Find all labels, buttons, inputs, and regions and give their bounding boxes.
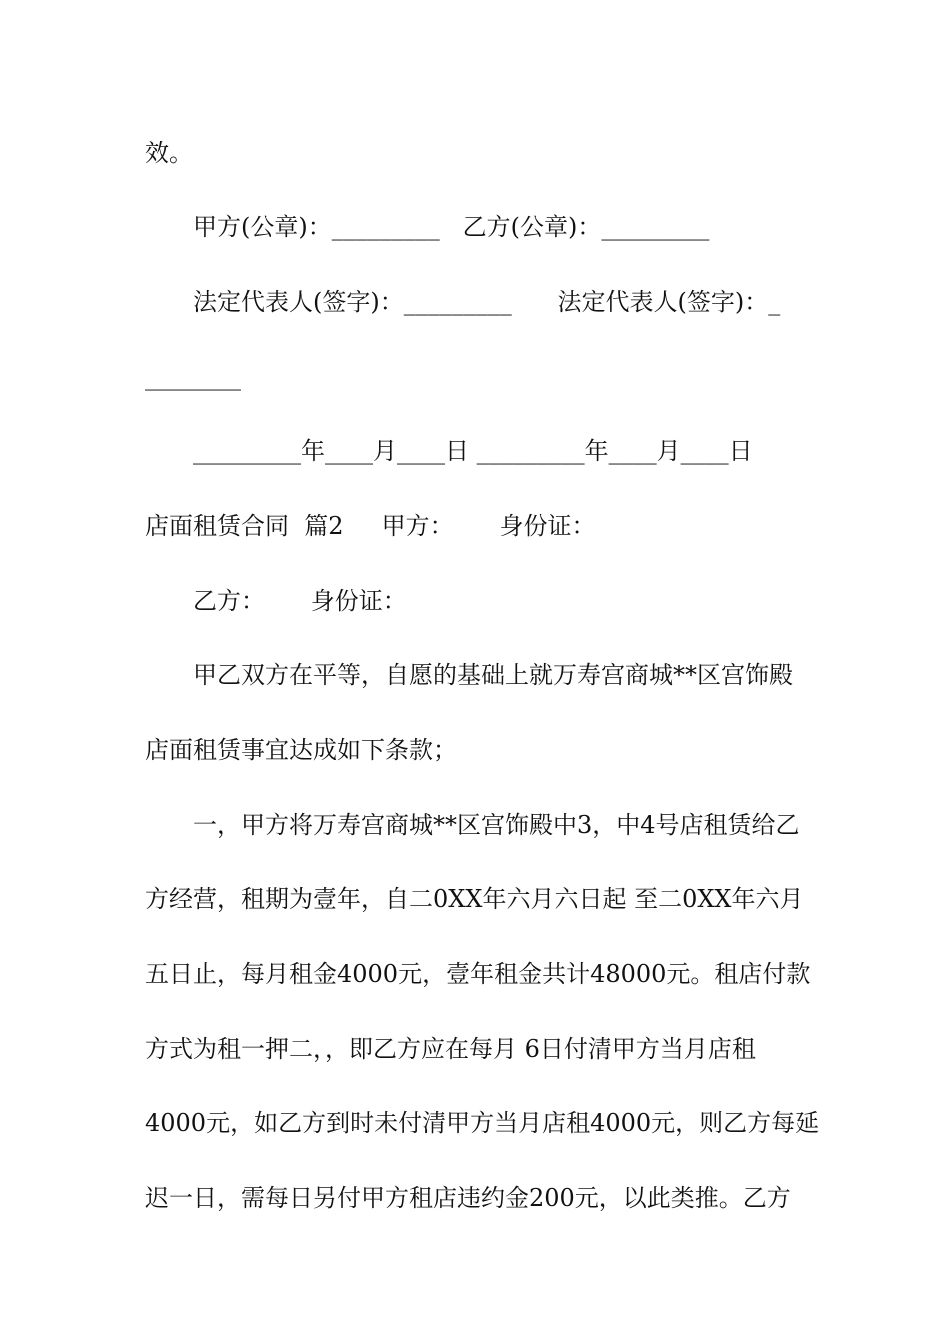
text-line: ________ [145, 363, 241, 391]
text-line: 乙方： 身份证： [193, 587, 407, 615]
paragraph-line: 方式为租一押二，，即乙方应在每月 6日付清甲方当月店租 [145, 1035, 756, 1063]
paragraph-line: 甲乙双方在平等，自愿的基础上就万寿宫商城**区宫饰殿 [193, 661, 793, 689]
paragraph-line: 4000元，如乙方到时未付清甲方当月店租4000元，则乙方每延 [145, 1109, 820, 1137]
paragraph-line: 方经营，租期为壹年，自二0XX年六月六日起 至二0XX年六月 [145, 885, 804, 913]
date-line: _________年____月____日 _________年____月____日 [193, 437, 753, 465]
signature-line-representative: 法定代表人(签字)：_________ 法定代表人(签字)：_ [193, 288, 781, 316]
paragraph-line: 迟一日，需每日另付甲方租店违约金200元，以此类推。乙方 [145, 1184, 791, 1212]
paragraph-line: 一，甲方将万寿宫商城**区宫饰殿中3，中4号店租赁给乙 [193, 811, 800, 839]
text-line: 效。 [145, 139, 193, 167]
paragraph-line: 五日止，每月租金4000元，壹年租金共计48000元。租店付款 [145, 960, 811, 988]
contract-heading: 店面租赁合同 篇2 甲方： 身份证： [145, 512, 596, 540]
paragraph-line: 店面租赁事宜达成如下条款； [145, 736, 457, 764]
signature-line-seal: 甲方(公章)：_________ 乙方(公章)：_________ [193, 213, 710, 241]
